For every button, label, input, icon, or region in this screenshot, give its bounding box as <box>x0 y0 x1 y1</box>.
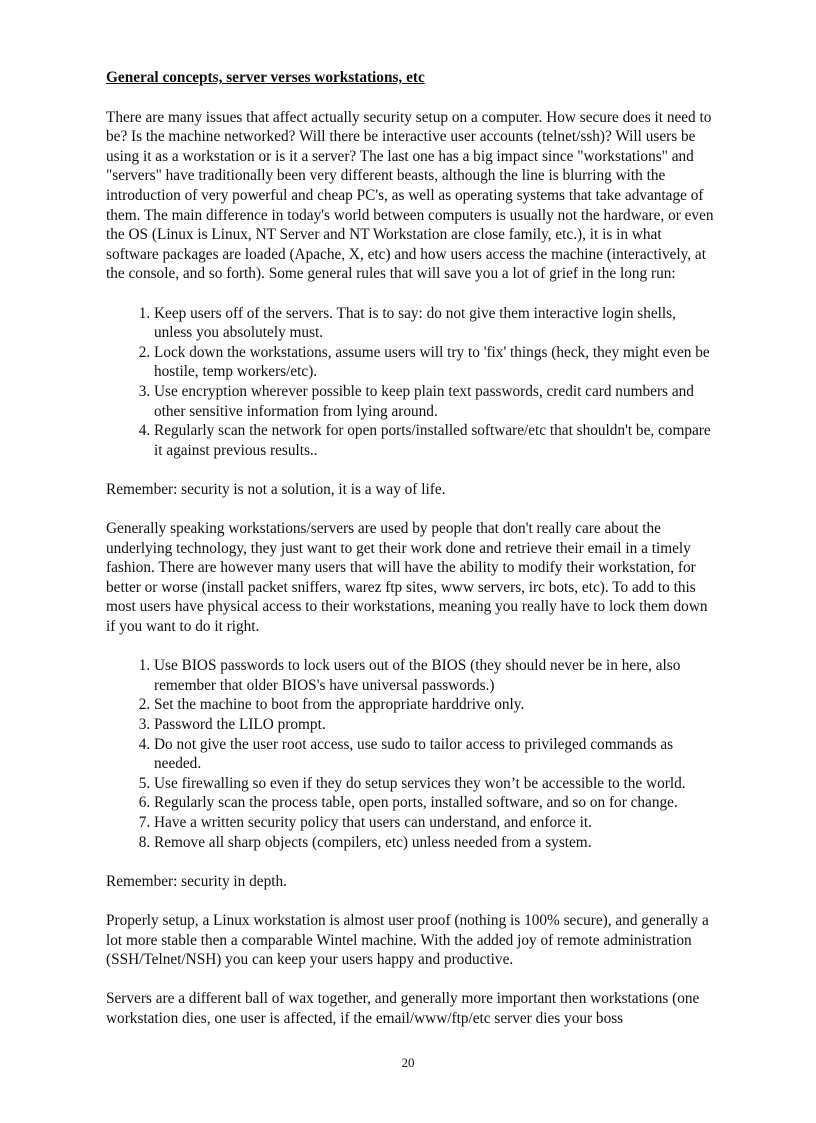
list-item: 7. Have a written security policy that users can understand, and enforce it. <box>154 813 714 833</box>
workstation-lockdown-list <box>106 656 714 852</box>
list-item: 2. Set the machine to boot from the appropriate harddrive only. <box>154 695 714 715</box>
document-body <box>106 68 714 1048</box>
servers-paragraph: Servers are a different ball of wax together, and generally more important then workstations (one workstation dies, one user is affected, if the email/www/ftp/etc server dies your boss <box>106 990 700 1027</box>
remember-note-1: Remember: security is not a solution, it is a way of life. <box>106 480 446 498</box>
workstation-paragraph: Generally speaking workstations/servers are used by people that don't really care about the underlying technology, they just want to get their work done and retrieve their email in a timely fashion. There are however many users that will have the ability to modify their workstation, for better or worse (install packet sniffers, warez ftp sites, www servers, irc bots, etc). To add to this most users have physical access to their workstations, meaning you really have to lock them down if you want to do it right. <box>106 520 708 636</box>
list-item: 1. Keep users off of the servers. That is to say: do not give them interactive login shells, unless you absolutely must. <box>154 304 714 343</box>
list-item: 1. Use BIOS passwords to lock users out of the BIOS (they should never be in here, also remember that older BIOS's have universal passwords.) <box>154 656 714 695</box>
intro-paragraph: There are many issues that affect actually security setup on a computer. How secure does it need to be? Is the machine networked? Will there be interactive user accounts (telnet/ssh)? Will users be using it as a workstation or is it a server? The last one has a big impact since "workstations" and "servers" have traditionally been very different beasts, although the line is blurring with the introduction of very powerful and cheap PC's, as well as operating systems that take advantage of them. The main difference in today's world between computers is usually not the hardware, or even the OS (Linux is Linux, NT Server and NT Workstation are close family, etc.), it is in what software packages are loaded (Apache, X, etc) and how users access the machine (interactively, at the console, and so forth). Some general rules that will save you a lot of grief in the long run: <box>106 108 714 283</box>
page-number: 20 <box>401 1055 415 1070</box>
general-rules-list <box>106 304 714 461</box>
linux-workstation-paragraph: Properly setup, a Linux workstation is almost user proof (nothing is 100% secure), and generally a lot more stable then a comparable Wintel machine. With the added joy of remote administration (SSH/Telnet/NSH) you can keep your users happy and productive. <box>106 911 709 969</box>
list-item: 5. Use firewalling so even if they do setup services they won’t be accessible to the world. <box>154 774 714 794</box>
list-item: 2. Lock down the workstations, assume users will try to 'fix' things (heck, they might even be hostile, temp workers/etc). <box>154 343 714 382</box>
list-item: 3. Password the LILO prompt. <box>154 715 714 735</box>
section-heading: General concepts, server verses workstations, etc <box>106 69 425 86</box>
list-item: 6. Regularly scan the process table, open ports, installed software, and so on for change. <box>154 793 714 813</box>
list-item: 8. Remove all sharp objects (compilers, etc) unless needed from a system. <box>154 833 714 853</box>
remember-note-2: Remember: security in depth. <box>106 872 287 890</box>
list-item: 3. Use encryption wherever possible to keep plain text passwords, credit card numbers and other sensitive information from lying around. <box>154 382 714 421</box>
list-item: 4. Do not give the user root access, use sudo to tailor access to privileged commands as needed. <box>154 735 714 774</box>
list-item: 4. Regularly scan the network for open ports/installed software/etc that shouldn't be, compare it against previous results.. <box>154 421 714 460</box>
